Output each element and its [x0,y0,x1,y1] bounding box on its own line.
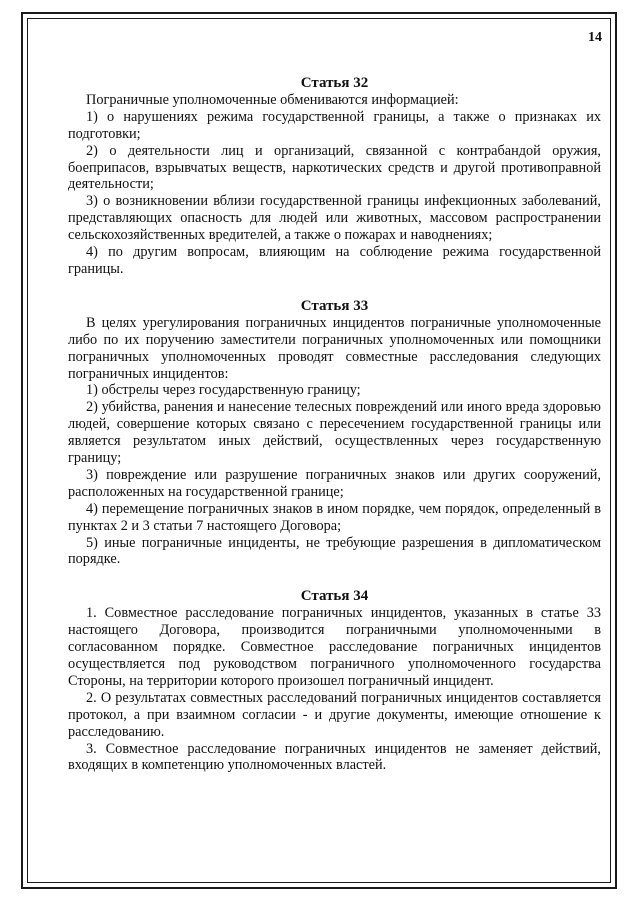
paragraph: Пограничные уполномоченные обмениваются информацией: [86,91,459,108]
paragraph: 2. О результатах совместных расследований пограничных инцидентов составляется протокол, а при взаимном согласии - и другие документы, имеющие отношение к расследованию. [68,689,601,740]
paragraph: 1) о нарушениях режима государственной границы, а также о признаках их подготовки; [68,108,601,142]
article-title: Статья 34 [300,588,369,605]
paragraph: 1) обстрелы через государственную границу; [86,382,361,399]
paragraph: 2) убийства, ранения и нанесение телесных повреждений или иного вреда здоровью людей, совершение которых связано с пересечением государственной границы или является результатом иных действий, осуществленных через государственную границу; [68,399,601,467]
article-33 [68,298,601,569]
paragraph: 1. Совместное расследование пограничных инцидентов, указанных в статье 33 настоящего Договора, производится пограничными уполномоченными в согласованном порядке. Совместное расследование пограничных инцидентов осуществляется под руководством пограничного уполномоченного государства Стороны, на территории которого произошел пограничный инцидент. [68,605,601,689]
paragraph: 3) повреждение или разрушение пограничных знаков или других сооружений, расположенных на государственной границе; [68,466,601,500]
paragraph: 4) по другим вопросам, влияющим на соблюдение режима государственной границы. [68,244,601,277]
document-body [68,75,601,774]
paragraph: В целях урегулирования пограничных инцидентов пограничные уполномоченные либо по их поручению заместители пограничных уполномоченных или помощники пограничных уполномоченных проводят совместные расследования следующих пограничных инцидентов: [68,314,601,382]
paragraph: 5) иные пограничные инциденты, не требующие разрешения в дипломатическом порядке. [68,534,601,568]
article-32 [68,75,601,278]
article-title: Статья 33 [300,297,369,314]
paragraph: 4) перемещение пограничных знаков в ином порядке, чем порядок, определенный в пунктах 2 и 3 статьи 7 настоящего Договора; [68,500,601,534]
paragraph: 3) о возникновении вблизи государственной границы инфекционных заболеваний, представляющих опасность для людей или животных, массовом распространении сельскохозяйственных вредителей, а также о пожарах и наводнениях; [68,193,601,244]
page-number: 14 [588,30,602,45]
paragraph: 2) о деятельности лиц и организаций, связанной с контрабандой оружия, боеприпасов, взрывчатых веществ, наркотических средств и другой противоправной деятельности; [68,142,601,193]
paragraph: 3. Совместное расследование пограничных инцидентов не заменяет действий, входящих в компетенцию уполномоченных властей. [68,740,601,774]
article-34 [68,588,601,774]
article-title: Статья 32 [300,75,369,91]
